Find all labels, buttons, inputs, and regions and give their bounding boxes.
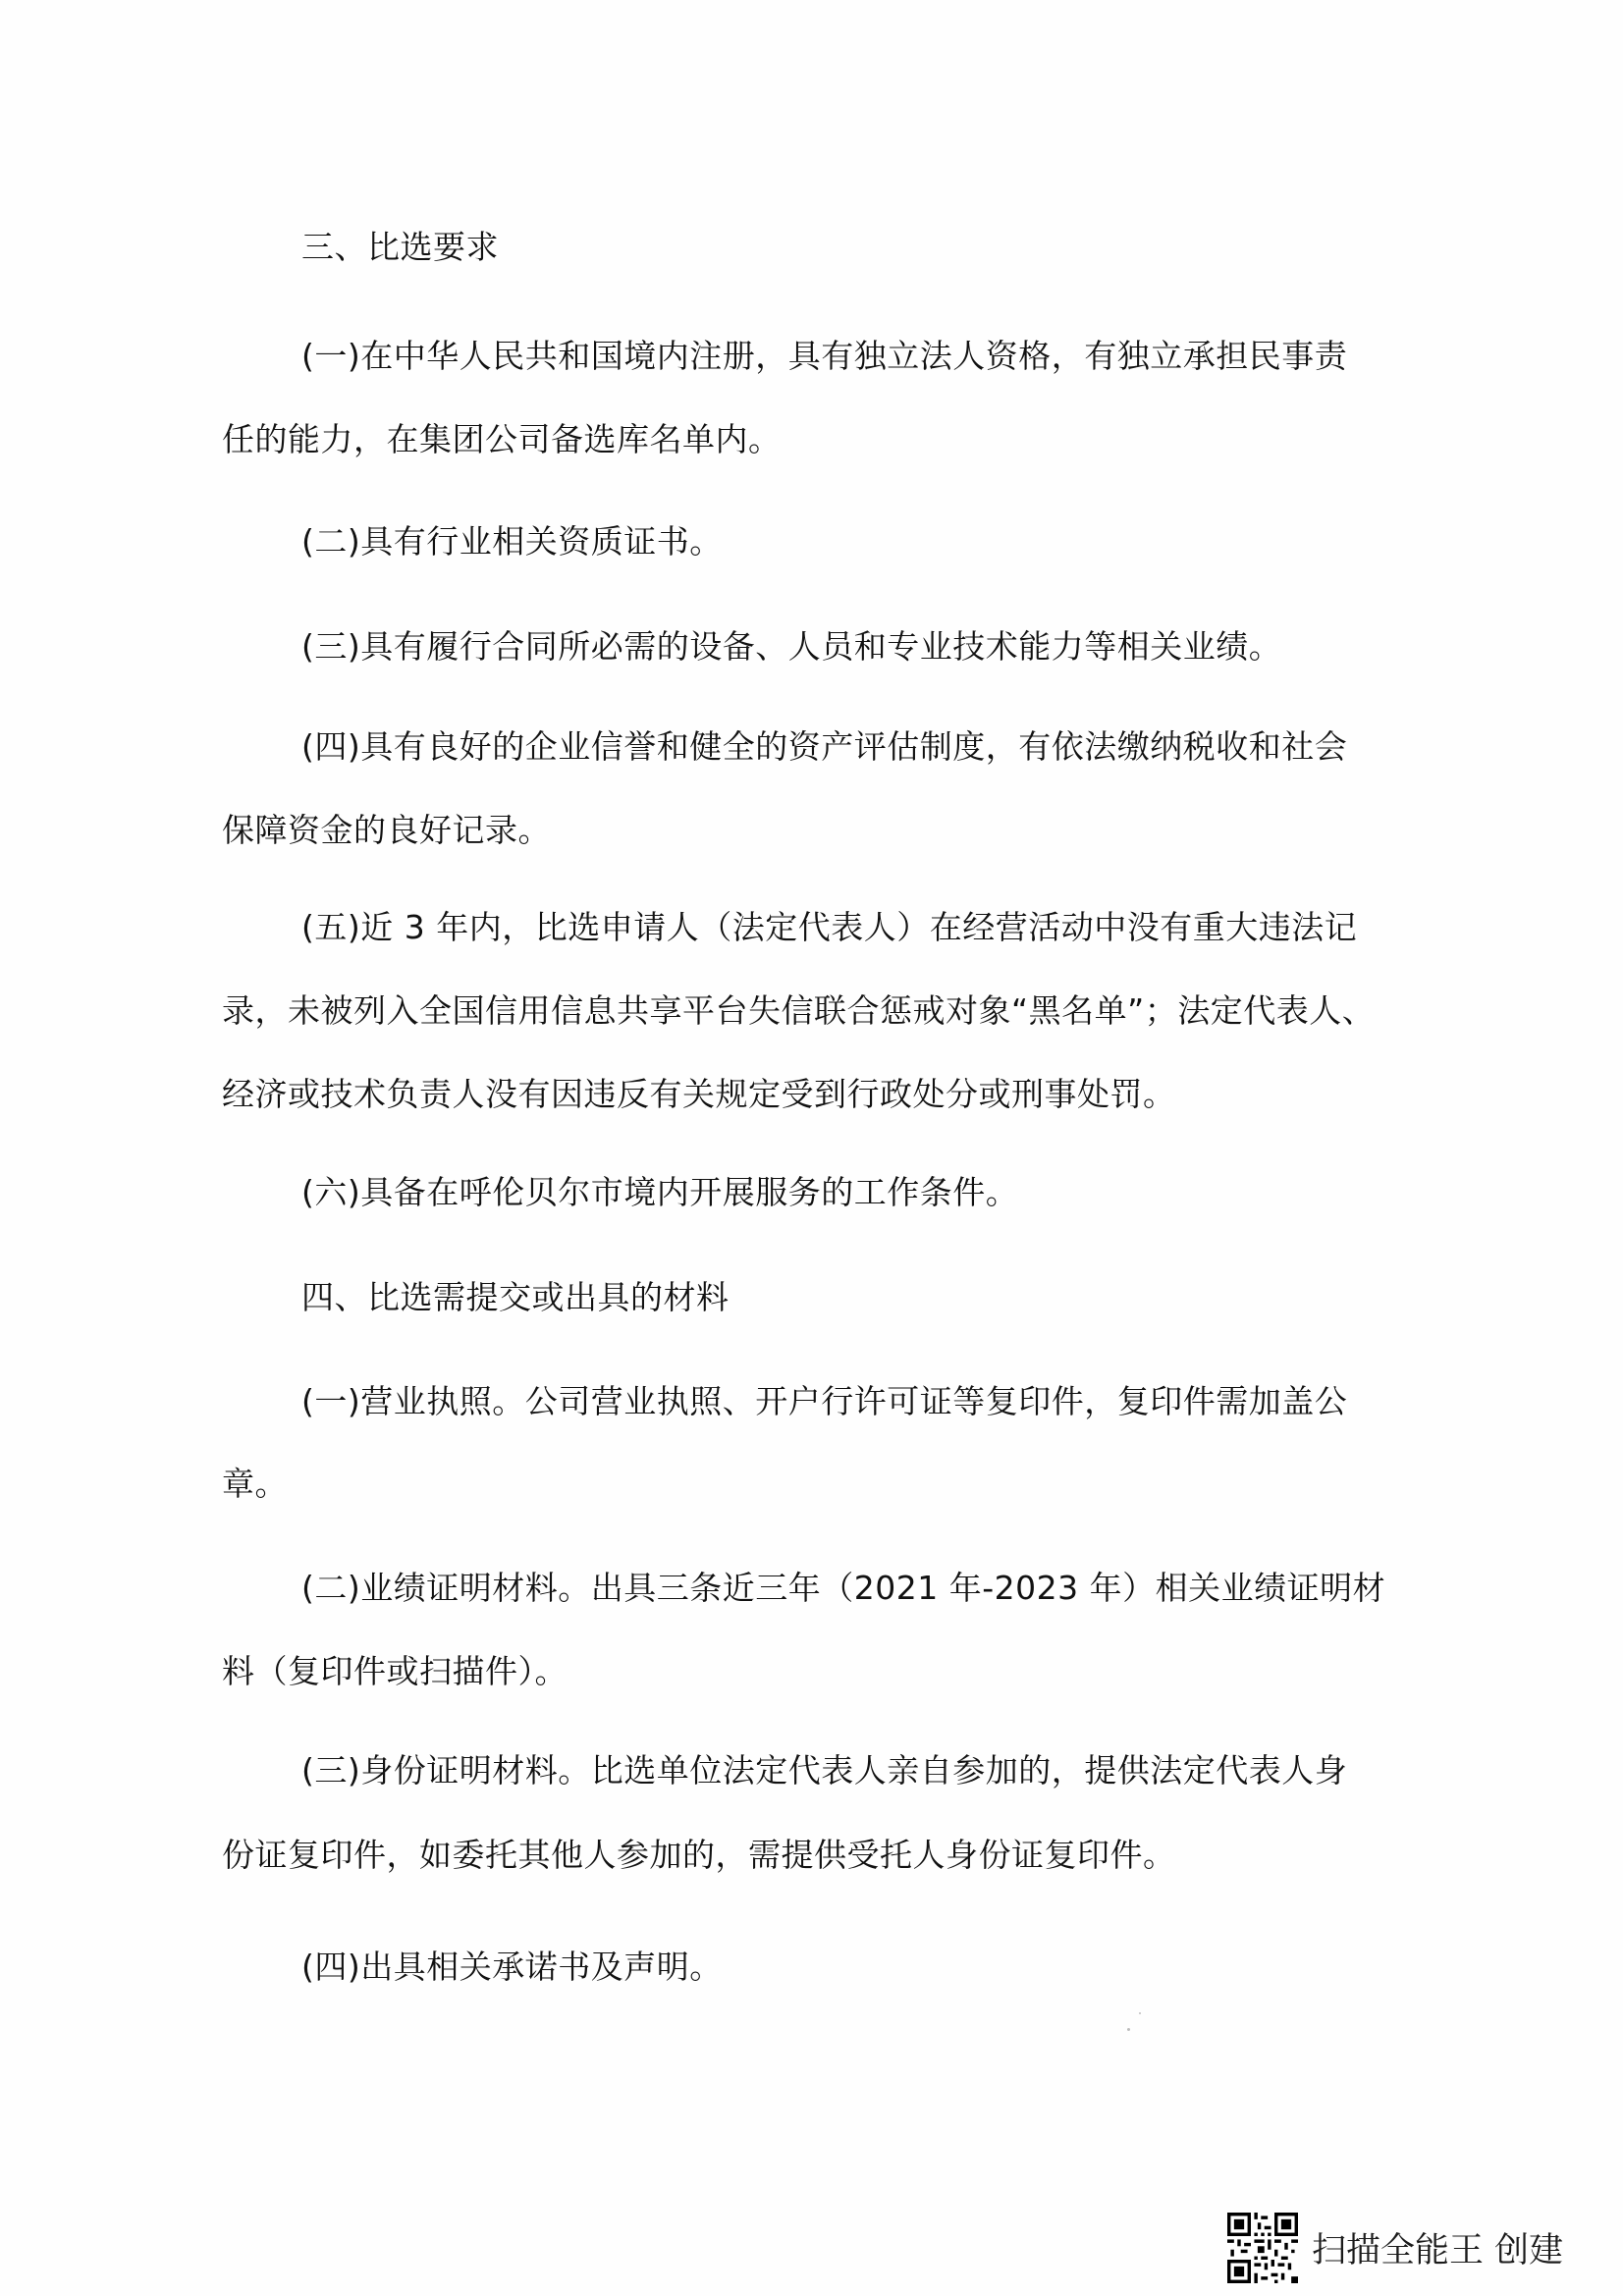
section-3-heading: 三、比选要求 xyxy=(301,228,499,266)
section-3-item-5-line-3: 经济或技术负责人没有因违反有关规定受到行政处分或刑事处罚。 xyxy=(222,1075,1176,1113)
section-4-item-3-line-1: (三)身份证明材料。比选单位法定代表人亲自参加的，提供法定代表人身 xyxy=(301,1751,1348,1789)
section-3-item-1-line-1: (一)在中华人民共和国境内注册，具有独立法人资格，有独立承担民事责 xyxy=(301,337,1348,375)
scanner-watermark-text: 扫描全能王 创建 xyxy=(1312,2231,1564,2270)
scan-speck xyxy=(1127,2028,1130,2031)
section-3-item-5-line-2: 录，未被列入全国信用信息共享平台失信联合惩戒对象“黑名单”；法定代表人、 xyxy=(222,991,1376,1030)
qr-code-icon xyxy=(1227,2213,1298,2283)
scanner-watermark xyxy=(1227,2209,1563,2287)
section-3-item-4-line-1: (四)具有良好的企业信誉和健全的资产评估制度，有依法缴纳税收和社会 xyxy=(301,727,1348,766)
section-4-item-2-line-1: (二)业绩证明材料。出具三条近三年（2021 年-2023 年）相关业绩证明材 xyxy=(301,1569,1386,1607)
section-4-item-1-line-1: (一)营业执照。公司营业执照、开户行许可证等复印件，复印件需加盖公 xyxy=(301,1382,1348,1420)
section-3-item-6: (六)具备在呼伦贝尔市境内开展服务的工作条件。 xyxy=(301,1173,1019,1211)
section-3-item-5-line-1: (五)近 3 年内，比选申请人（法定代表人）在经营活动中没有重大违法记 xyxy=(301,908,1358,946)
section-4-item-4: (四)出具相关承诺书及声明。 xyxy=(301,1948,723,1986)
section-4-item-1-line-2: 章。 xyxy=(222,1465,288,1503)
section-3-item-2: (二)具有行业相关资质证书。 xyxy=(301,522,723,561)
section-4-heading: 四、比选需提交或出具的材料 xyxy=(301,1278,730,1316)
section-3-item-4-line-2: 保障资金的良好记录。 xyxy=(222,811,551,849)
section-4-item-2-line-2: 料（复印件或扫描件）。 xyxy=(222,1652,568,1690)
section-3-item-3: (三)具有履行合同所必需的设备、人员和专业技术能力等相关业绩。 xyxy=(301,627,1282,666)
section-4-item-3-line-2: 份证复印件，如委托其他人参加的，需提供受托人身份证复印件。 xyxy=(222,1836,1176,1874)
section-3-item-1-line-2: 任的能力，在集团公司备选库名单内。 xyxy=(222,420,782,458)
scan-speck xyxy=(1139,2012,1141,2014)
